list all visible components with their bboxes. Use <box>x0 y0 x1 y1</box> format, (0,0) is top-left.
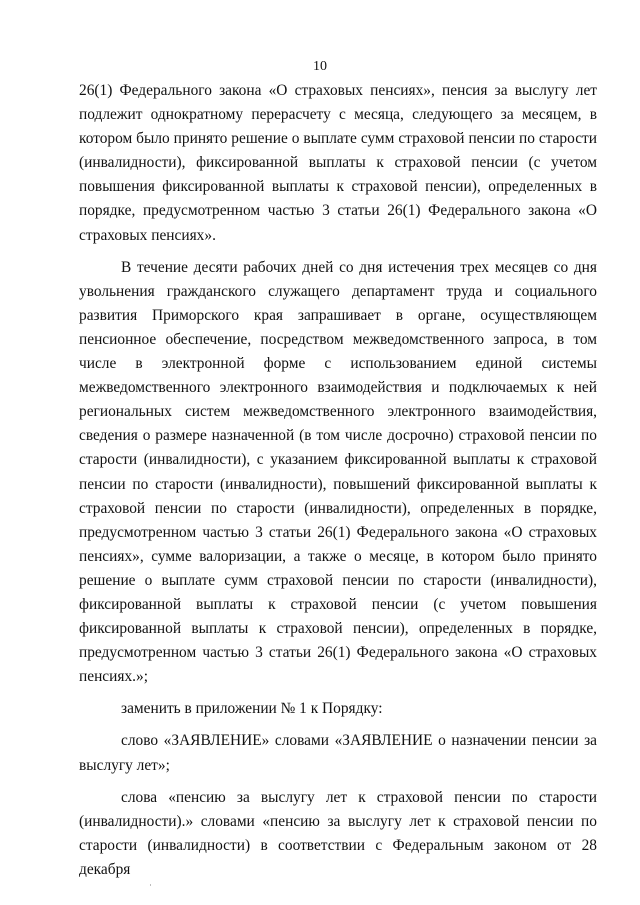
paragraph-replace-words-pension: слова «пенсию за выслугу лет к страховой пенсии по старости (инвалидности).» словами «пенсию за выслугу лет к страховой пенсии по старости (инвалидности) в соответствии с Федеральным законом от 28 декабря <box>79 788 597 878</box>
paragraph-replace-in-appendix: заменить в приложении № 1 к Порядку: <box>121 700 383 718</box>
paragraph-pension-recalculation: 26(1) Федерального закона «О страховых пенсиях», пенсия за выслугу лет подлежит однократному перерасчету с месяца, следующего за месяцем, в котором было принято решение о выплате сумм страховой пенсии по старости (инвалидности), фиксированной выплаты к страховой пенсии (с учетом повышения фиксированной выплаты к страховой пенсии), определенных в порядке, предусмотренном частью 3 статьи 26(1) Федерального закона «О страховых пенсиях». <box>79 82 597 244</box>
document-body <box>79 79 597 882</box>
paragraph-interagency-request: В течение десяти рабочих дней со дня истечения трех месяцев со дня увольнения гражданского служащего департамент труда и социального развития Приморского края запрашивает в органе, осуществляющем пенсионное обеспечение, посредством межведомственного запроса, в том числе в электронной форме с использованием единой системы межведомственного электронного взаимодействия и подключаемых к ней региональных систем межведомственного электронного взаимодействия, сведения о размере назначенной (в том числе досрочно) страховой пенсии по старости (инвалидности), с указанием фиксированной выплаты к страховой пенсии по старости (инвалидности), повышений фиксированной выплаты к страховой пенсии по старости (инвалидности), определенных в порядке, предусмотренном частью 3 статьи 26(1) Федерального закона «О страховых пенсиях», сумме валоризации, а также о месяце, в котором было принято решение о выплате сумм страховой пенсии по старости (инвалидности), фиксированной выплаты к страховой пенсии (с учетом повышения фиксированной выплаты к страховой пенсии), определенных в порядке, предусмотренном частью 3 статьи 26(1) Федерального закона «О страховых пенсиях.»; <box>79 258 597 686</box>
page-number: 10 <box>313 59 327 74</box>
paragraph-replace-word-statement: слово «ЗАЯВЛЕНИЕ» словами «ЗАЯВЛЕНИЕ о назначении пенсии за выслугу лет»; <box>79 732 597 774</box>
scan-artifact-mark <box>150 884 151 886</box>
